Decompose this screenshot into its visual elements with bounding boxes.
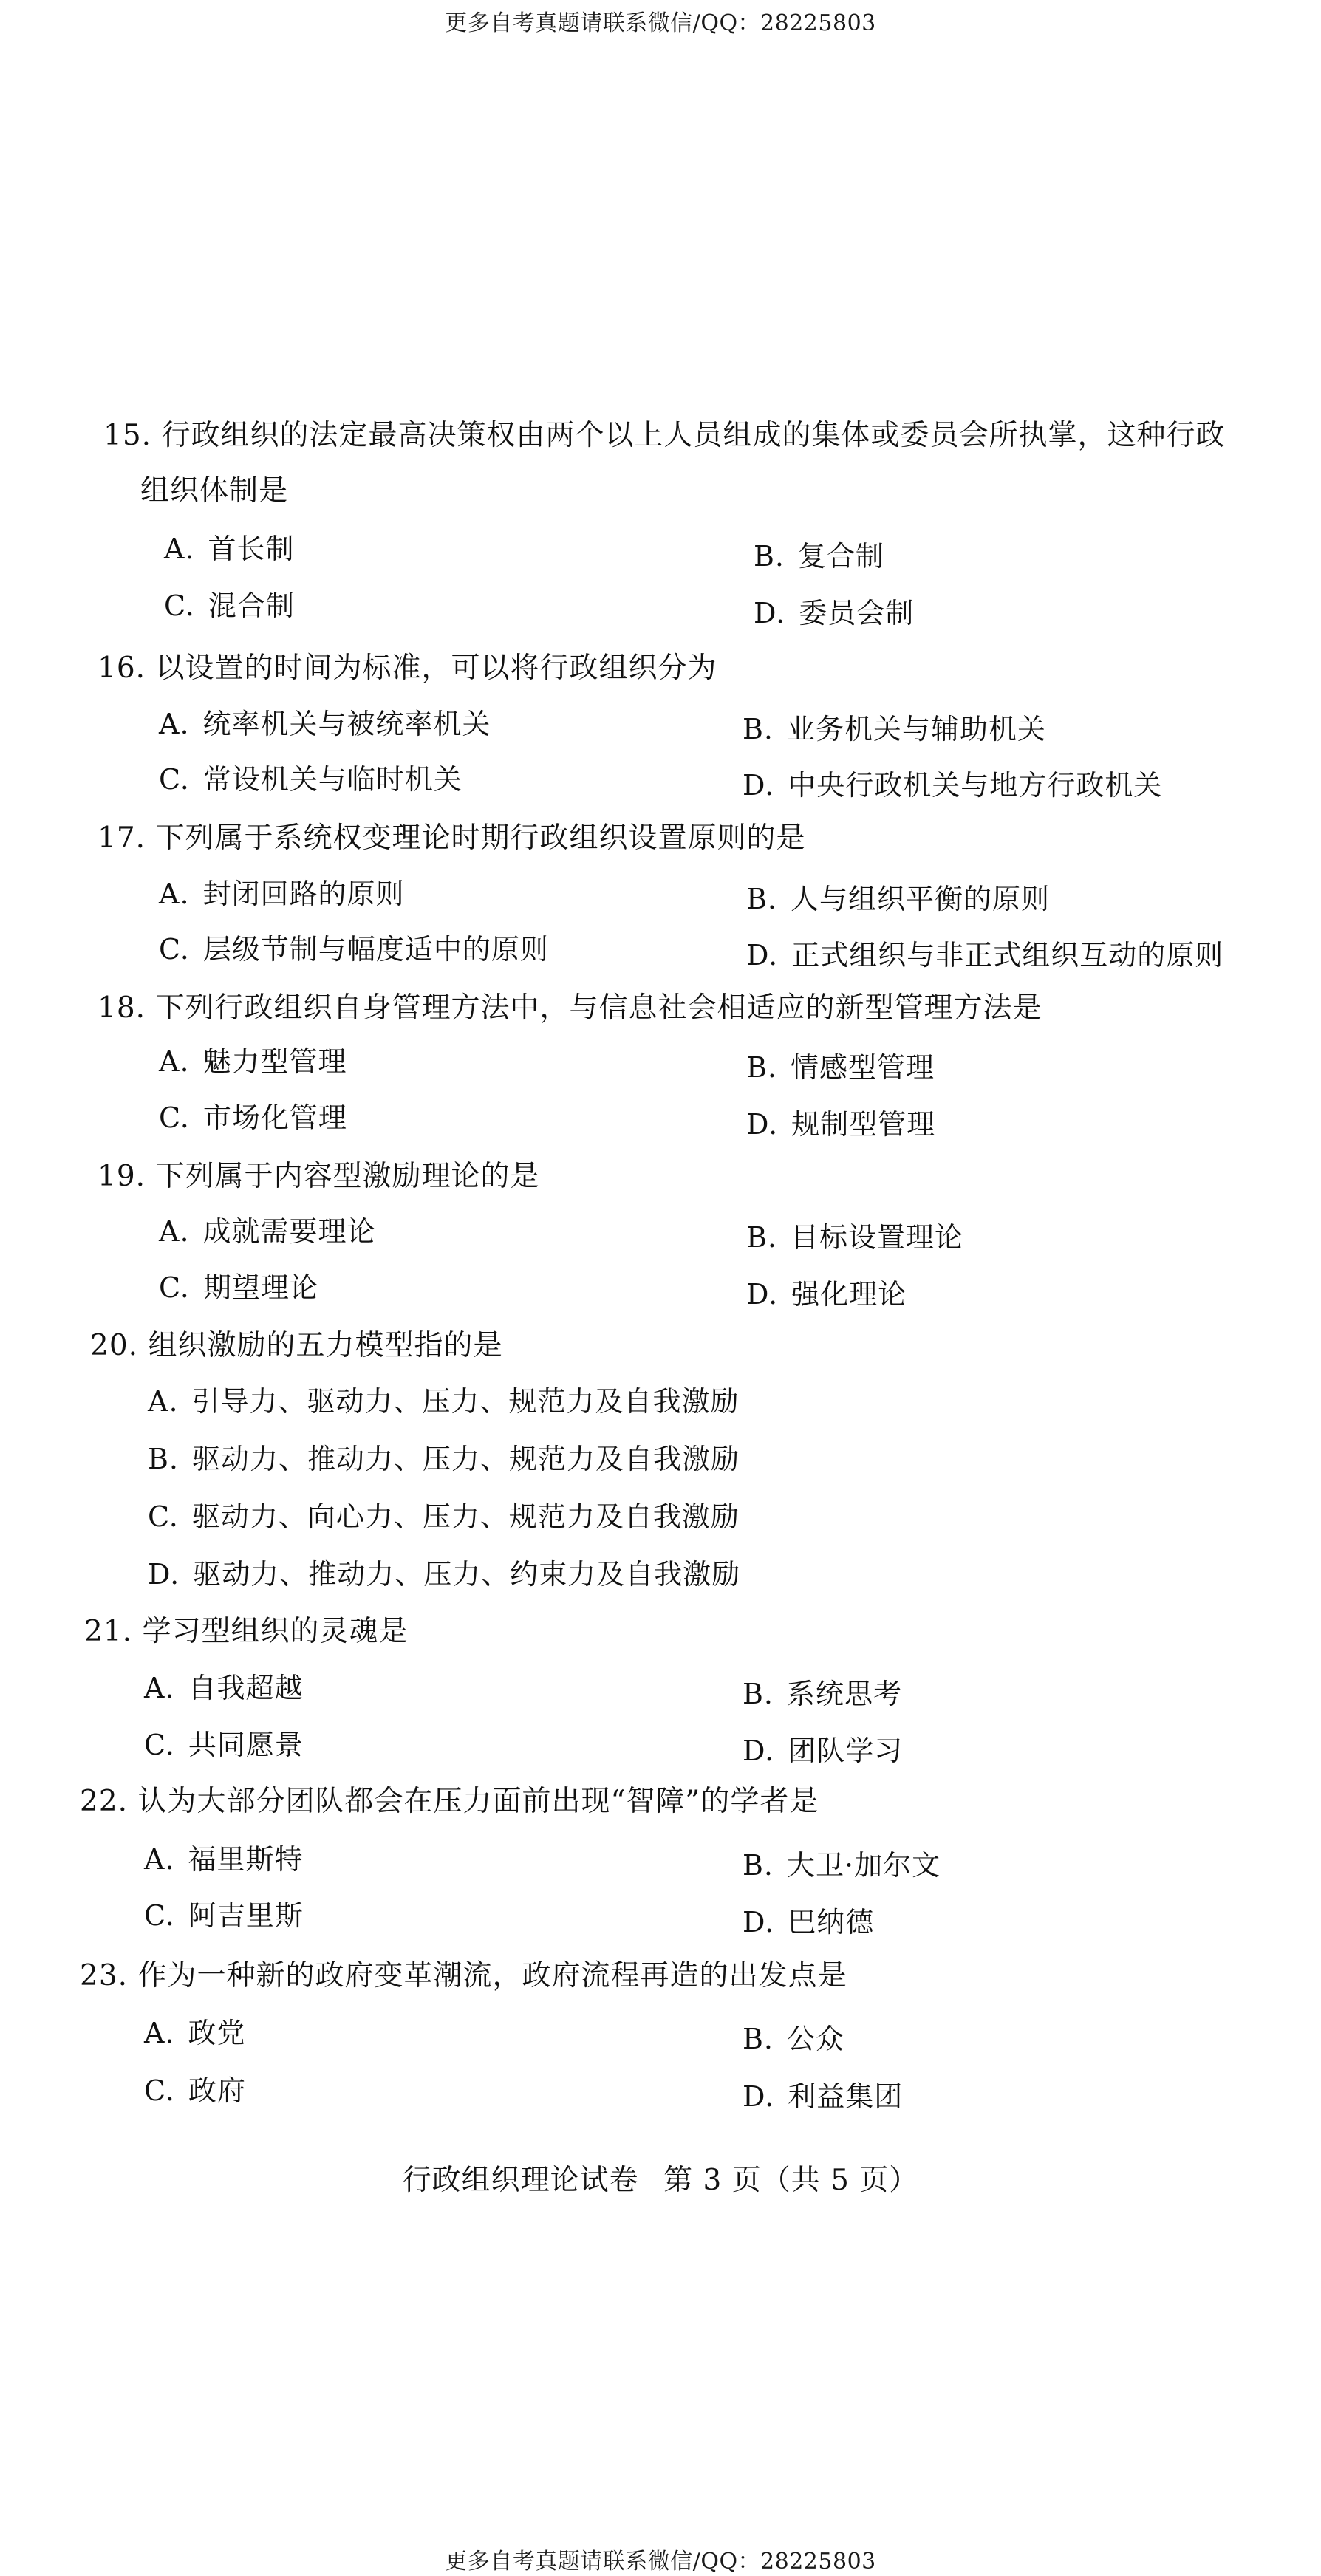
question-text: 下列属于内容型激励理论的是	[155, 1160, 540, 1193]
question-18-stem	[98, 990, 1042, 1027]
question-22-option-c: C. 阿吉里斯	[144, 1899, 304, 1932]
question-text: 认为大部分团队都会在压力面前出现“智障”的学者是	[137, 1785, 819, 1818]
question-20-option-c: C. 驱动力、向心力、压力、规范力及自我激励	[148, 1500, 740, 1533]
question-19-option-c: C. 期望理论	[159, 1271, 318, 1304]
question-text: 行政组织的法定最高决策权由两个以上人员组成的集体或委员会所执掌，这种行政	[161, 419, 1226, 452]
question-17-option-c: C. 层级节制与幅度适中的原则	[159, 933, 549, 966]
question-16-option-c: C. 常设机关与临时机关	[159, 763, 462, 796]
question-23-option-c: C. 政府	[144, 2074, 246, 2107]
question-16-stem	[98, 650, 717, 687]
question-number: 23.	[80, 1959, 129, 1992]
question-text: 学习型组织的灵魂是	[142, 1615, 409, 1648]
question-20-option-a: A. 引导力、驱动力、压力、规范力及自我激励	[148, 1385, 740, 1418]
question-number: 18.	[98, 991, 146, 1025]
question-20-stem	[90, 1328, 502, 1364]
question-20-option-d: D. 驱动力、推动力、压力、约束力及自我激励	[148, 1558, 741, 1591]
question-19-option-a: A. 成就需要理论	[159, 1215, 376, 1248]
question-15-option-a: A. 首长制	[164, 533, 295, 565]
page-footer	[0, 2157, 1321, 2199]
question-text: 下列行政组织自身管理方法中，与信息社会相适应的新型管理方法是	[155, 991, 1042, 1025]
question-number: 20.	[90, 1329, 139, 1362]
question-23-option-b: B. 公众	[743, 2023, 845, 2055]
question-21-option-c: C. 共同愿景	[144, 1729, 304, 1761]
question-18-option-d: D. 规制型管理	[746, 1108, 936, 1141]
question-21-option-b: B. 系统思考	[743, 1678, 903, 1710]
question-23-option-d: D. 利益集团	[743, 2080, 904, 2113]
question-text: 下列属于系统权变理论时期行政组织设置原则的是	[155, 821, 806, 855]
question-22-stem	[80, 1783, 819, 1820]
top-watermark: 更多自考真题请联系微信/QQ：28225803	[445, 10, 876, 36]
question-22-option-d: D. 巴纳德	[743, 1906, 875, 1938]
question-15-option-b: B. 复合制	[754, 540, 885, 573]
question-22-option-a: A. 福里斯特	[144, 1843, 304, 1876]
question-15-stem	[103, 417, 1225, 454]
question-text: 组织激励的五力模型指的是	[148, 1329, 503, 1362]
question-16-option-b: B. 业务机关与辅助机关	[743, 713, 1047, 745]
question-number: 17.	[98, 821, 146, 855]
question-text: 作为一种新的政府变革潮流，政府流程再造的出发点是	[137, 1959, 847, 1992]
question-number: 21.	[84, 1615, 133, 1648]
question-19-option-d: D. 强化理论	[746, 1278, 907, 1311]
question-21-option-d: D. 团队学习	[743, 1735, 904, 1767]
question-19-option-b: B. 目标设置理论	[746, 1221, 964, 1254]
question-16-option-d: D. 中央行政机关与地方行政机关	[743, 769, 1163, 802]
question-17-option-b: B. 人与组织平衡的原则	[746, 883, 1051, 915]
question-number: 19.	[98, 1160, 146, 1193]
question-number: 16.	[98, 652, 146, 685]
bottom-watermark: 更多自考真题请联系微信/QQ：28225803	[445, 2549, 876, 2575]
question-18-option-c: C. 市场化管理	[159, 1101, 347, 1134]
question-number: 22.	[80, 1785, 129, 1818]
exam-title: 行政组织理论试卷	[402, 2164, 639, 2197]
question-21-option-a: A. 自我超越	[144, 1672, 304, 1704]
question-15-option-c: C. 混合制	[164, 590, 295, 622]
question-17-stem	[98, 820, 805, 857]
page-number: 第 3 页（共 5 页）	[663, 2164, 919, 2197]
question-17-option-d: D. 正式组织与非正式组织互动的原则	[746, 939, 1224, 971]
question-19-stem	[98, 1158, 539, 1195]
question-18-option-a: A. 魅力型管理	[159, 1045, 347, 1078]
question-23-option-a: A. 政党	[144, 2017, 246, 2049]
question-20-option-b: B. 驱动力、推动力、压力、规范力及自我激励	[148, 1443, 740, 1475]
question-15-option-d: D. 委员会制	[754, 597, 915, 629]
question-16-option-a: A. 统率机关与被统率机关	[159, 708, 491, 740]
question-text: 以设置的时间为标准，可以将行政组织分为	[155, 652, 717, 685]
question-18-option-b: B. 情感型管理	[746, 1051, 935, 1084]
question-number: 15.	[103, 419, 152, 452]
question-15-stem-continued: 组织体制是	[140, 474, 289, 508]
question-22-option-b: B. 大卫·加尔文	[743, 1849, 941, 1882]
question-17-option-a: A. 封闭回路的原则	[159, 878, 405, 910]
question-21-stem	[84, 1613, 408, 1650]
question-23-stem	[80, 1958, 847, 1995]
